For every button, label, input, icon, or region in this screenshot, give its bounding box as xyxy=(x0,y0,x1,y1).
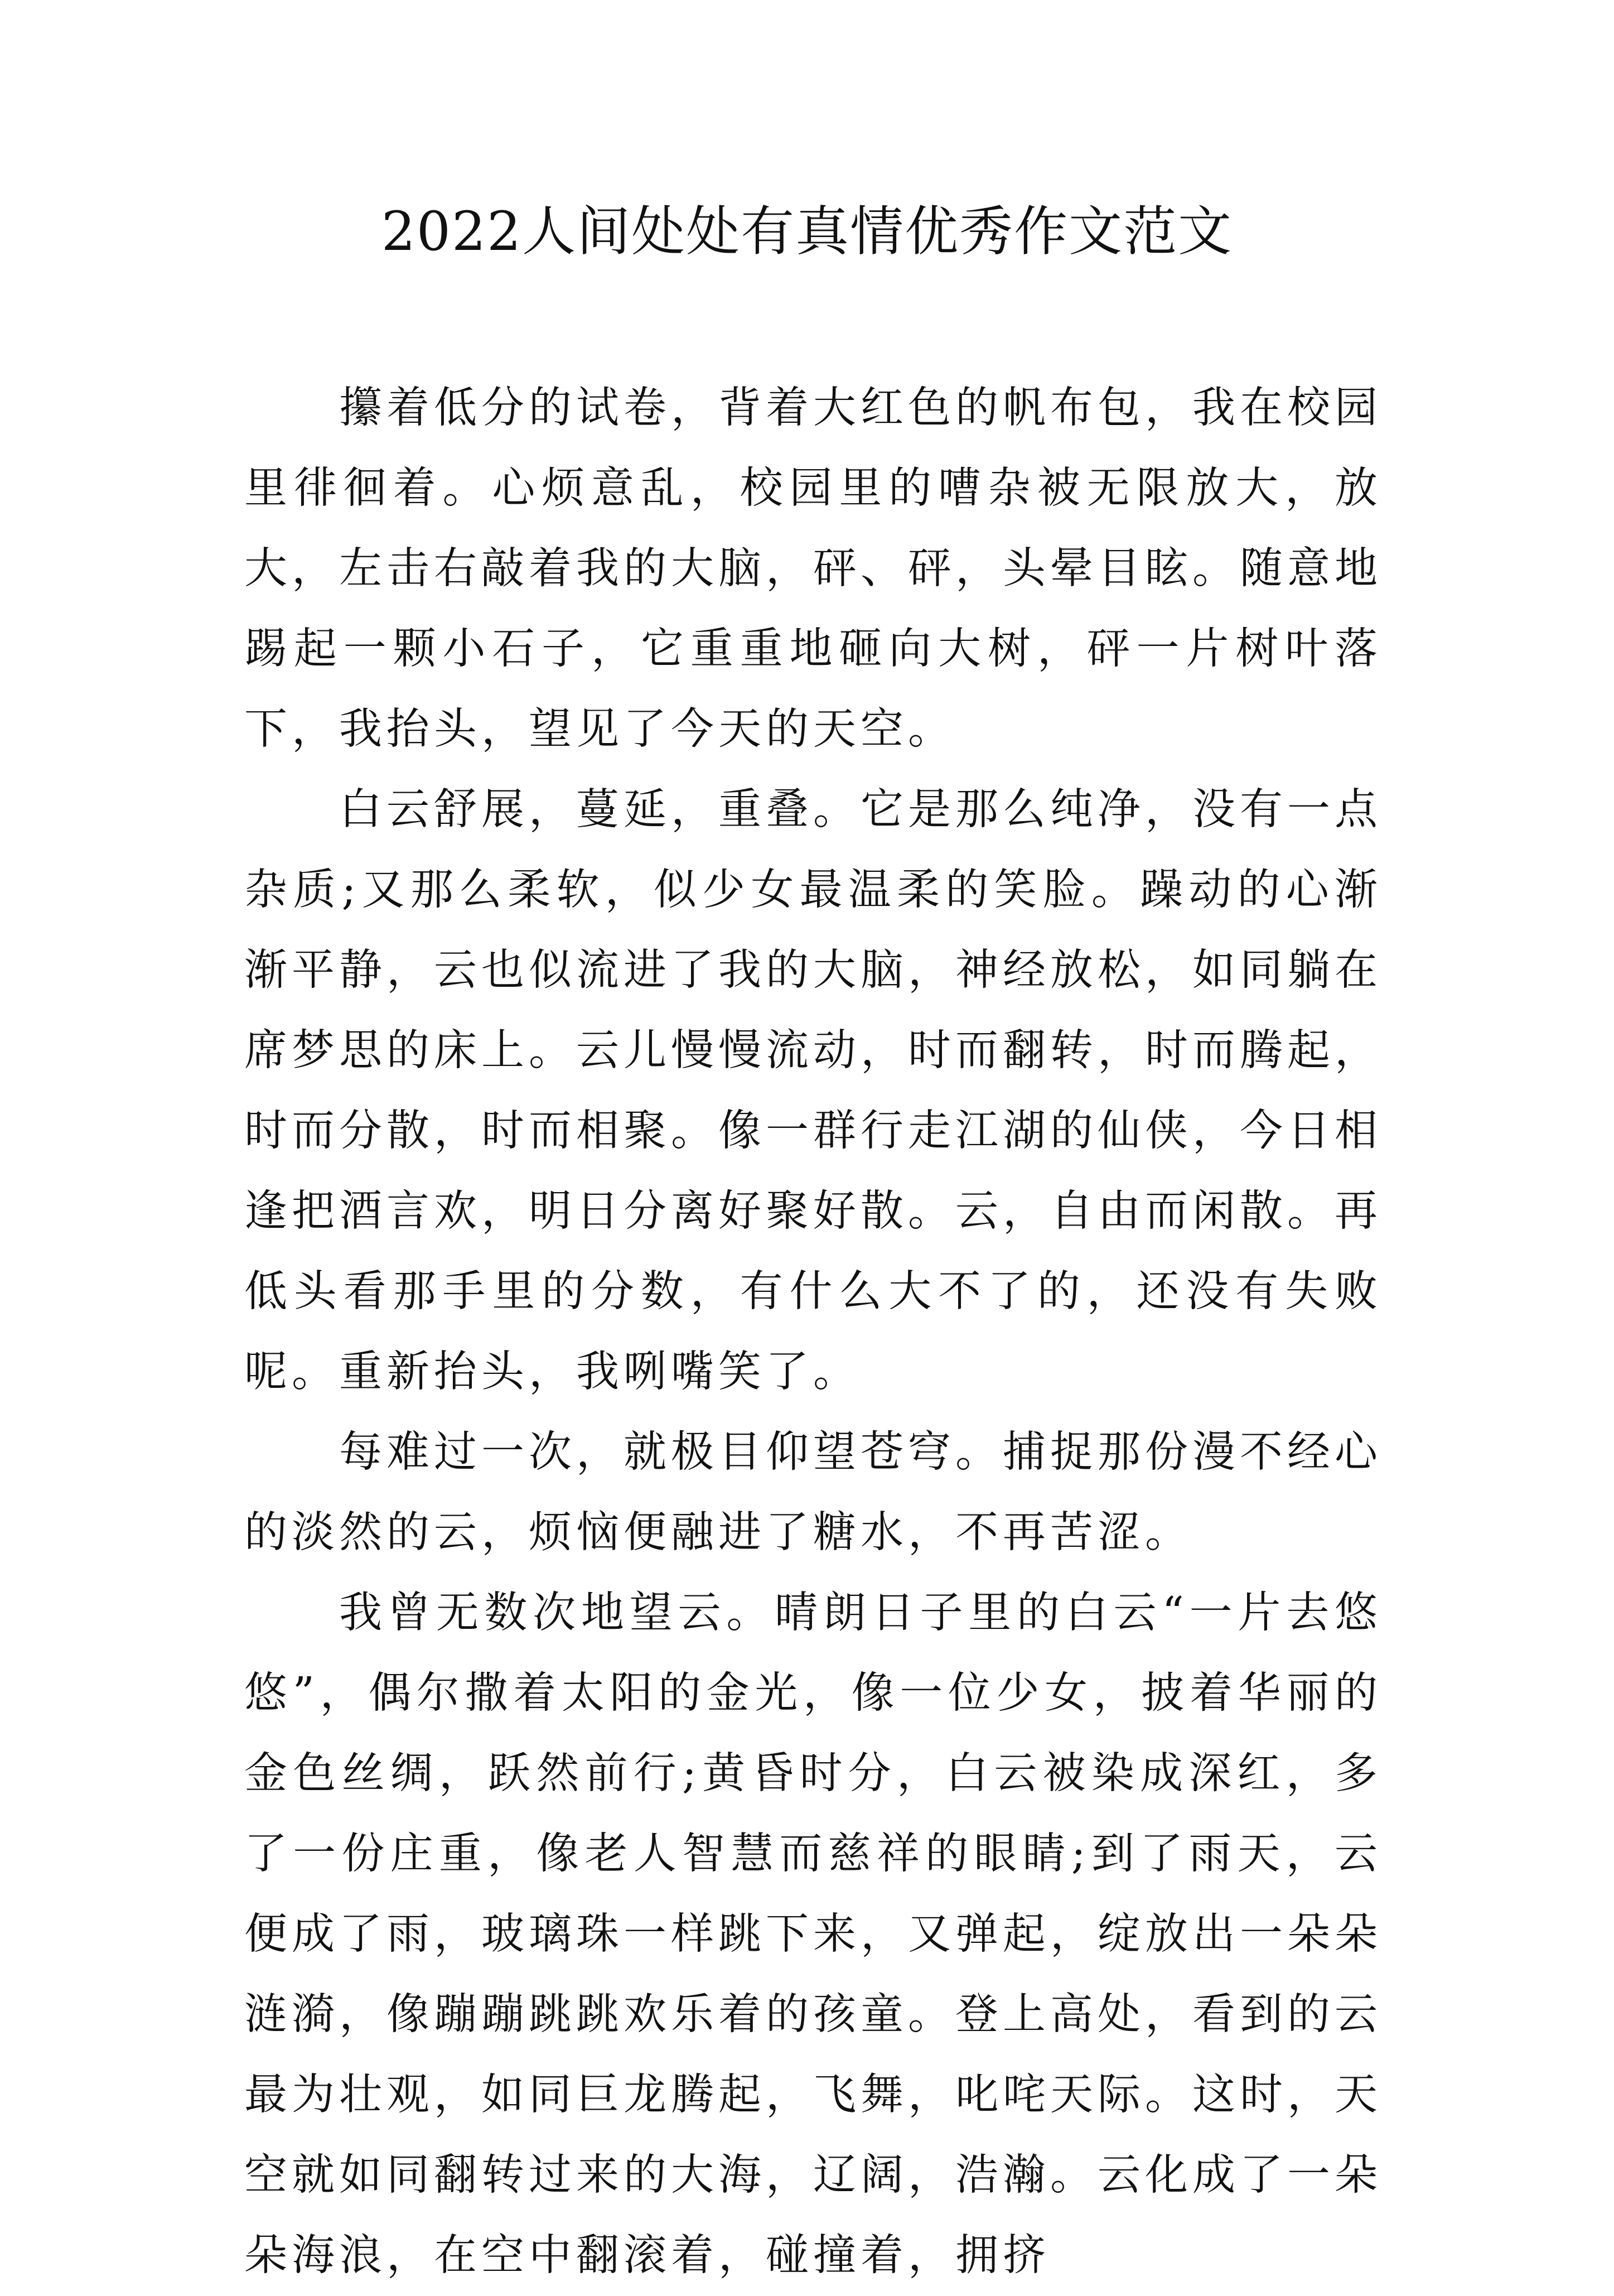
document-title: 2022人间处处有真情优秀作文范文 xyxy=(381,200,1233,263)
paragraph-3: 每难过一次，就极目仰望苍穹。捕捉那份漫不经心的淡然的云，烦恼便融进了糖水，不再苦涩。 xyxy=(244,1427,1382,1557)
paragraph-4: 我曾无数次地望云。晴朗日子里的白云“一片去悠悠”，偶尔撒着太阳的金光，像一位少女，披着华丽的金色丝绸，跃然前行;黄昏时分，白云被染成深红，多了一份庄重，像老人智慧而慈祥的眼睛;到了雨天，云便成了雨，玻璃珠一样跳下来，又弹起，绽放出一朵朵涟漪，像蹦蹦跳跳欢乐着的孩童。登上高处，看到的云最为壮观，如同巨龙腾起，飞舞，叱咤天际。这时，天空就如同翻转过来的大海，辽阔，浩瀚。云化成了一朵朵海浪，在空中翻滚着，碰撞着，拥挤 xyxy=(244,1588,1382,2280)
document-body xyxy=(244,368,1382,2296)
paragraph-2: 白云舒展，蔓延，重叠。它是那么纯净，没有一点杂质;又那么柔软，似少女最温柔的笑脸。躁动的心渐渐平静，云也似流进了我的大脑，神经放松，如同躺在席梦思的床上。云儿慢慢流动，时而翻转，时而腾起，时而分散，时而相聚。像一群行走江湖的仙侠，今日相逢把酒言欢，明日分离好聚好散。云，自由而闲散。再低头看那手里的分数，有什么大不了的，还没有失败呢。重新抬头，我咧嘴笑了。 xyxy=(244,785,1382,1397)
paragraph-1: 攥着低分的试卷，背着大红色的帆布包，我在校园里徘徊着。心烦意乱，校园里的嘈杂被无限放大，放大，左击右敲着我的大脑，砰、砰，头晕目眩。随意地踢起一颗小石子，它重重地砸向大树，砰一片树叶落下，我抬头，望见了今天的天空。 xyxy=(244,383,1382,754)
